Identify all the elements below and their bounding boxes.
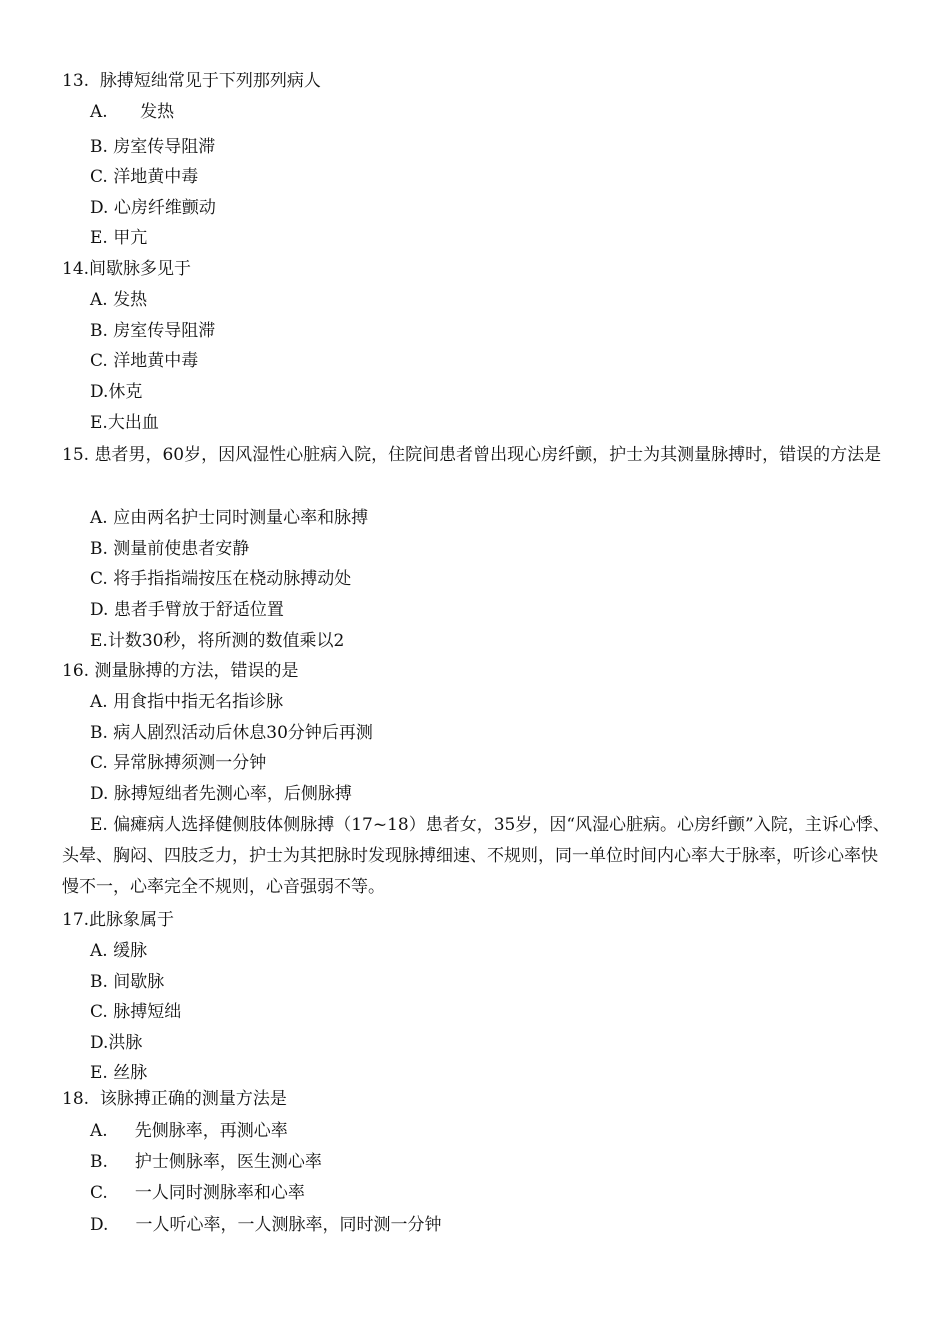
question-15-option-e: E.计数30秒，将所测的数值乘以2: [90, 631, 345, 651]
question-15-option-b: B. 测量前使患者安静: [90, 539, 250, 559]
question-14-stem: 14.间歇脉多见于: [62, 259, 192, 279]
question-14-option-a: A. 发热: [90, 290, 148, 310]
question-17-option-a: A. 缓脉: [90, 941, 148, 961]
question-15-option-a: A. 应由两名护士同时测量心率和脉搏: [90, 508, 369, 528]
question-17-option-b: B. 间歇脉: [90, 972, 165, 992]
question-13-option-a: A. 发热: [90, 102, 175, 122]
question-15-stem: 15. 患者男，60岁，因风湿性心脏病入院，住院间患者曾出现心房纤颤，护士为其测量脉搏时，错误的方法是: [62, 445, 882, 465]
question-13-option-e: E. 甲亢: [90, 228, 148, 248]
question-18-option-b: B. 护士侧脉率，医生测心率: [90, 1152, 322, 1172]
question-18-option-d: D. 一人听心率，一人测脉率，同时测一分钟: [90, 1215, 442, 1235]
question-18-option-c: C. 一人同时测脉率和心率: [90, 1183, 305, 1203]
question-18-stem: 18. 该脉搏正确的测量方法是: [62, 1089, 287, 1109]
question-16-option-a: A. 用食指中指无名指诊脉: [90, 692, 284, 712]
question-14-option-b: B. 房室传导阻滞: [90, 321, 216, 341]
question-15-option-c: C. 将手指指端按压在桡动脉搏动处: [90, 569, 352, 589]
question-13-stem: 13. 脉搏短绌常见于下列那列病人: [62, 71, 321, 91]
question-16-stem: 16. 测量脉搏的方法，错误的是: [62, 661, 299, 681]
question-13-option-d: D. 心房纤维颤动: [90, 198, 216, 218]
question-16-option-b: B. 病人剧烈活动后休息30分钟后再测: [90, 723, 373, 743]
question-17-stem: 17.此脉象属于: [62, 910, 175, 930]
question-14-option-d: D.休克: [90, 382, 143, 402]
question-15-option-d: D. 患者手臂放于舒适位置: [90, 600, 284, 620]
question-13-option-b: B. 房室传导阻滞: [90, 137, 216, 157]
question-13-option-c: C. 洋地黄中毒: [90, 167, 199, 187]
question-16-option-e-with-case: E. 偏瘫病人选择健侧肢体侧脉搏（17~18）患者女，35岁，因“风湿心脏病。心房纤颤”入院，主诉心悸、头晕、胸闷、四肢乏力，护士为其把脉时发现脉搏细速、不规则，同一单位时间内心率大于脉率，听诊心率快慢不一，心率完全不规则，心音强弱不等。: [62, 815, 890, 897]
question-14-option-e: E.大出血: [90, 413, 159, 433]
question-17-option-d: D.洪脉: [90, 1033, 143, 1053]
question-16-option-c: C. 异常脉搏须测一分钟: [90, 753, 267, 773]
question-18-option-a: A. 先侧脉率，再测心率: [90, 1121, 288, 1141]
question-17-option-e: E. 丝脉: [90, 1063, 148, 1083]
question-14-option-c: C. 洋地黄中毒: [90, 351, 199, 371]
question-17-option-c: C. 脉搏短绌: [90, 1002, 182, 1022]
question-16-option-d: D. 脉搏短绌者先测心率，后侧脉搏: [90, 784, 352, 804]
